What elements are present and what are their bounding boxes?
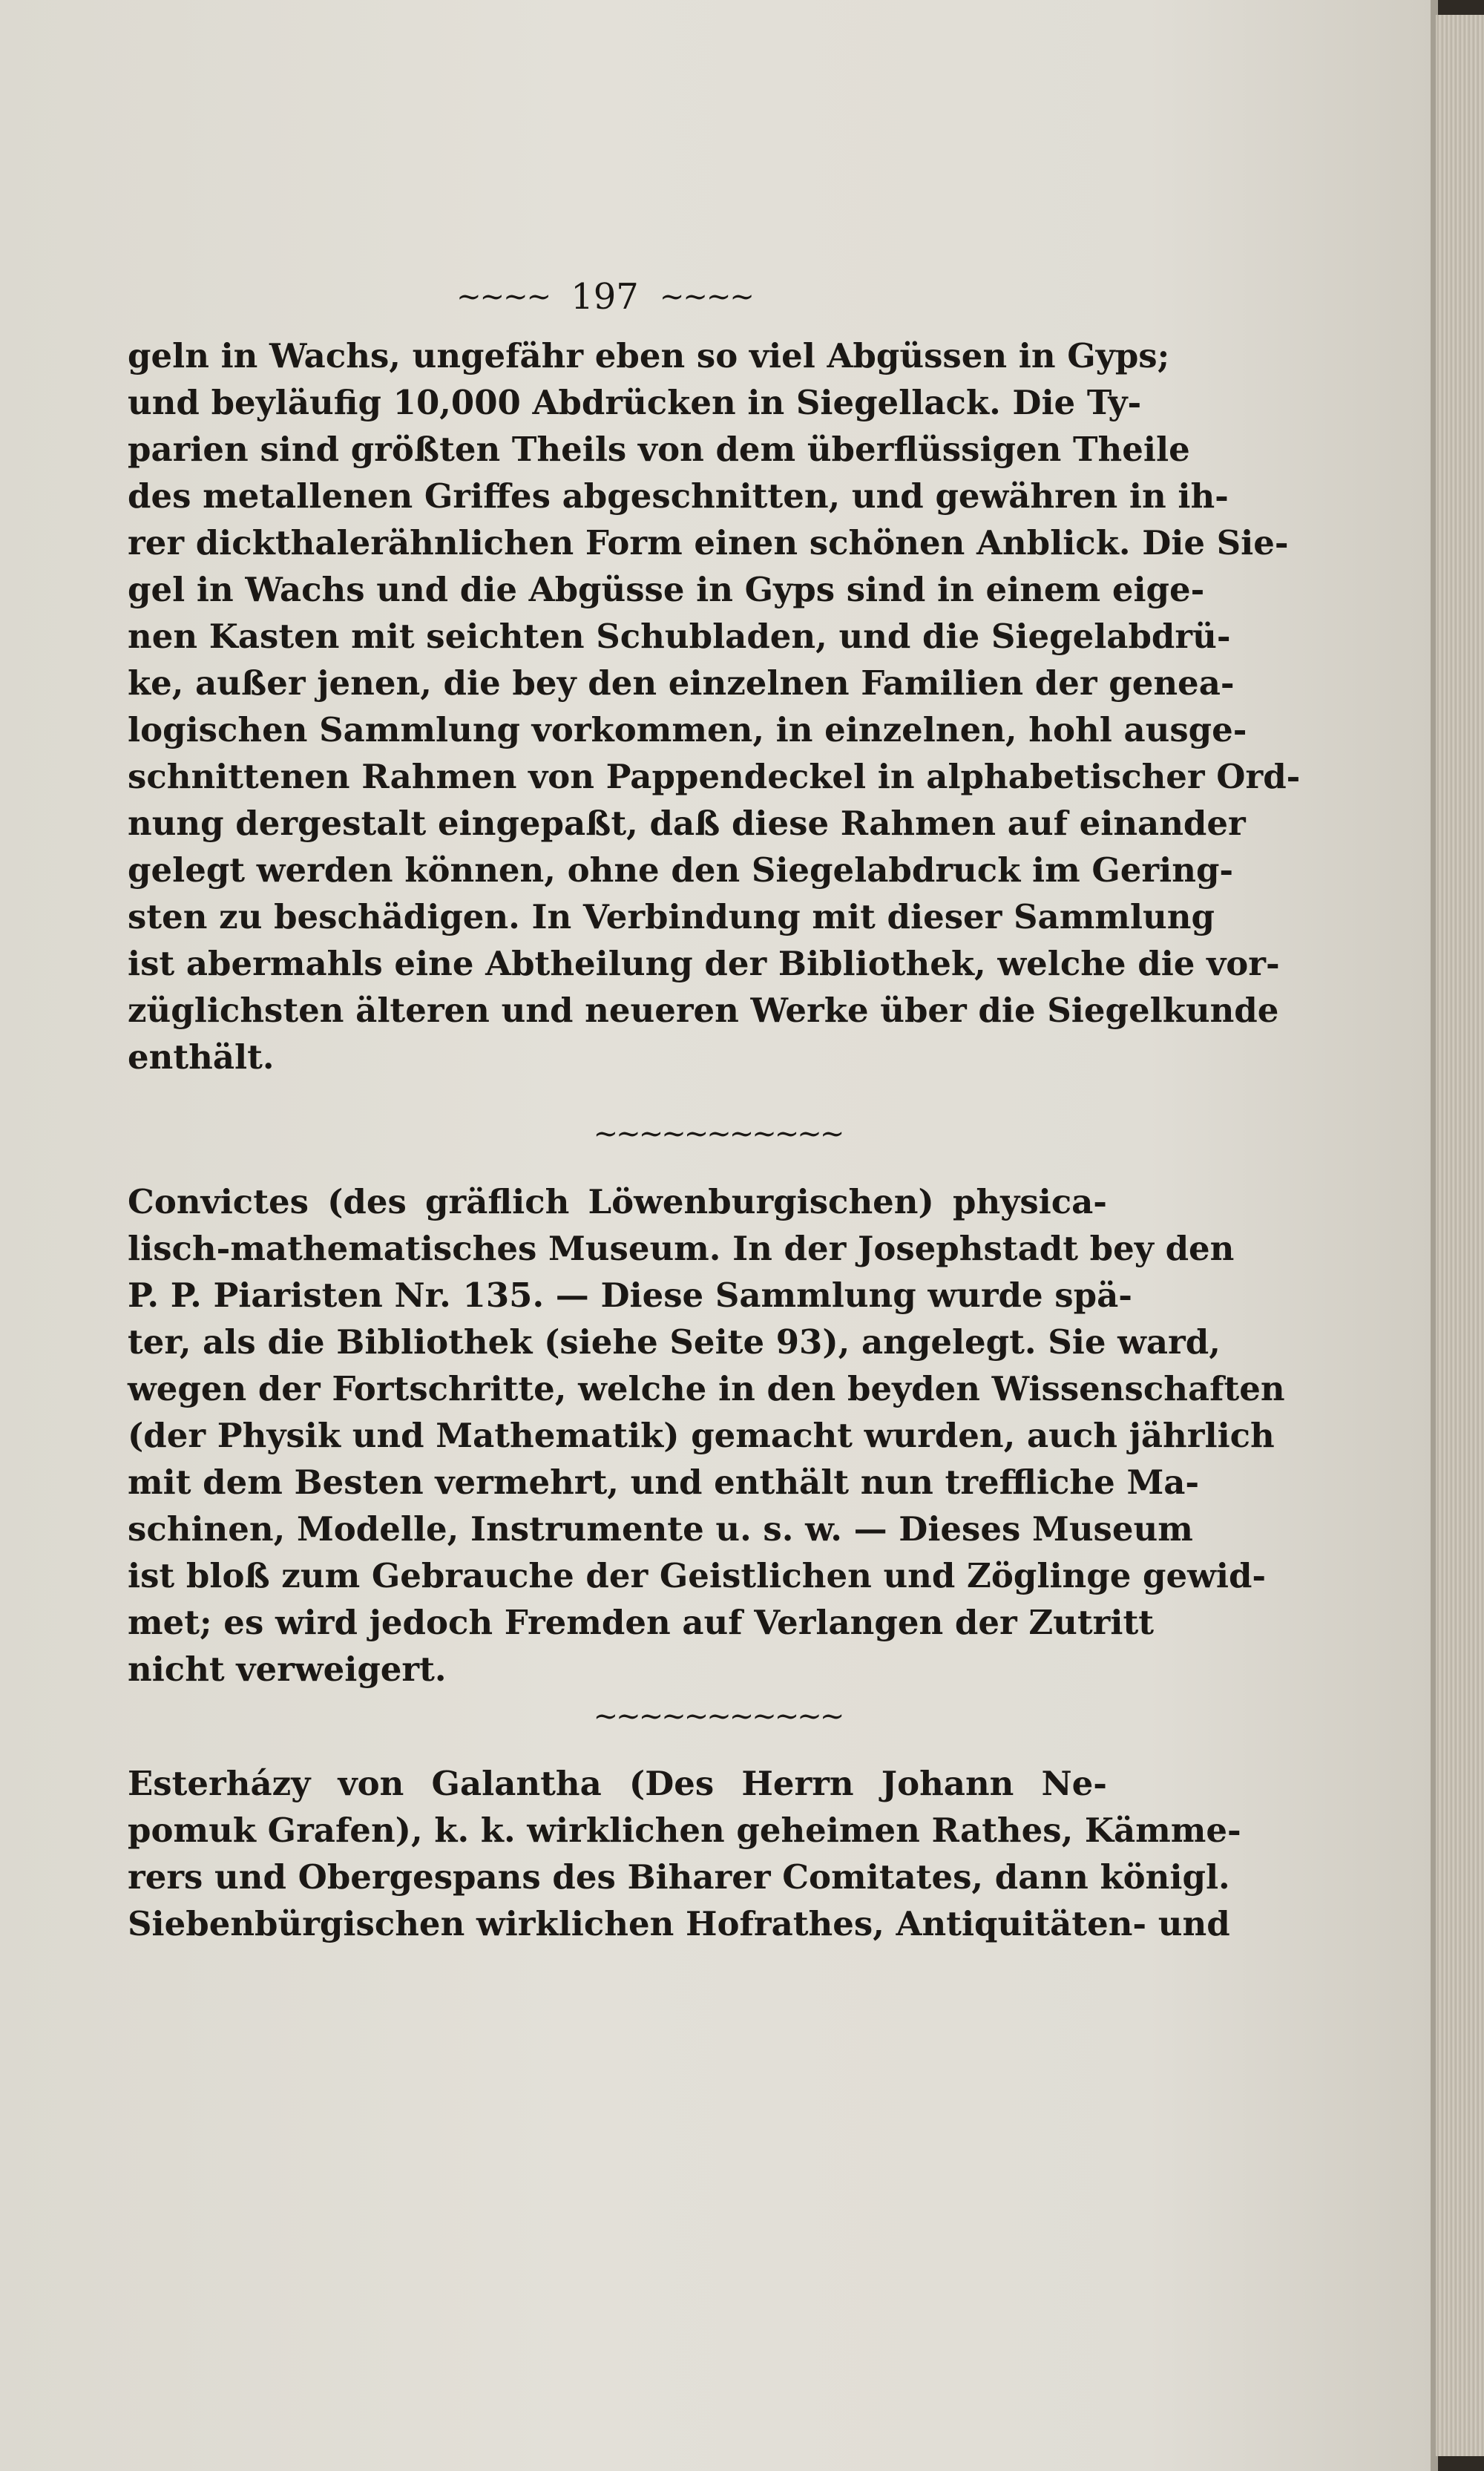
- text-line: mit dem Besten vermehrt, und enthält nun treffliche Ma-: [128, 1463, 1200, 1502]
- text-line: Siebenbürgischen wirklichen Hofrathes, Antiquitäten- und: [128, 1904, 1230, 1943]
- text-line: parien sind größten Theils von dem überflüssigen Theile: [128, 430, 1190, 469]
- text-line: P. P. Piaristen Nr. 135. — Diese Sammlung wurde spä-: [128, 1276, 1132, 1315]
- paragraph-siegel-collection: [128, 332, 1301, 1080]
- text-line: rers und Obergespans des Biharer Comitates, dann königl.: [128, 1857, 1230, 1897]
- text-line: gelegt werden können, ohne den Siegelabdruck im Gering-: [128, 850, 1234, 890]
- text-line: Convictes (des gräflich Löwenburgischen) physica-: [128, 1182, 1107, 1221]
- page-header: [445, 275, 764, 319]
- header-ornament-right: ~~~~: [659, 280, 753, 314]
- text-line: ke, außer jenen, die bey den einzelnen Familien der genea-: [128, 663, 1235, 703]
- text-line: schnittenen Rahmen von Pappendeckel in alphabetischer Ord-: [128, 757, 1301, 796]
- text-line: schinen, Modelle, Instrumente u. s. w. — Dieses Museum: [128, 1509, 1193, 1549]
- text-line: nung dergestalt eingepaßt, daß diese Rahmen auf einander: [128, 804, 1246, 843]
- text-line: ter, als die Bibliothek (siehe Seite 93), angelegt. Sie ward,: [128, 1322, 1221, 1362]
- text-line: enthält.: [128, 1037, 275, 1077]
- text-line: sten zu beschädigen. In Verbindung mit dieser Sammlung: [128, 897, 1215, 936]
- paragraph-convictes-museum: [128, 1178, 1285, 1693]
- page-number: 197: [571, 276, 639, 318]
- text-line: gel in Wachs und die Abgüsse in Gyps sind in einem eige-: [128, 570, 1205, 609]
- text-line: ist bloß zum Gebrauche der Geistlichen und Zöglinge gewid-: [128, 1556, 1267, 1595]
- page-stack-edge: [1436, 15, 1484, 2456]
- text-line: nicht verweigert.: [128, 1650, 447, 1689]
- text-line: Esterházy von Galantha (Des Herrn Johann Ne-: [128, 1764, 1107, 1803]
- text-line: rer dickthalerähnlichen Form einen schönen Anblick. Die Sie-: [128, 523, 1289, 562]
- text-line: züglichsten älteren und neueren Werke über die Siegelkunde: [128, 991, 1279, 1030]
- paragraph-esterhazy: [128, 1760, 1241, 1947]
- text-line: logischen Sammlung vorkommen, in einzelnen, hohl ausge-: [128, 710, 1247, 749]
- text-line: (der Physik und Mathematik) gemacht wurden, auch jährlich: [128, 1416, 1275, 1455]
- text-line: des metallenen Griffes abgeschnitten, und gewähren in ih-: [128, 476, 1229, 516]
- text-line: nen Kasten mit seichten Schubladen, und die Siegelabdrü-: [128, 617, 1231, 656]
- section-separator: ~~~~~~~~~~~: [593, 1117, 843, 1151]
- text-line: und beyläufig 10,000 Abdrücken in Siegellack. Die Ty-: [128, 383, 1142, 422]
- text-line: geln in Wachs, ungefähr eben so viel Abgüssen in Gyps;: [128, 336, 1170, 375]
- text-line: ist abermahls eine Abtheilung der Bibliothek, welche die vor-: [128, 944, 1280, 983]
- section-separator: ~~~~~~~~~~~: [593, 1699, 843, 1733]
- text-line: wegen der Fortschritte, welche in den beyden Wissenschaften: [128, 1369, 1285, 1408]
- header-ornament-left: ~~~~: [456, 280, 551, 314]
- text-line: pomuk Grafen), k. k. wirklichen geheimen Rathes, Kämme-: [128, 1811, 1241, 1850]
- text-line: met; es wird jedoch Fremden auf Verlangen der Zutritt: [128, 1603, 1155, 1642]
- text-line: lisch-mathematisches Museum. In der Josephstadt bey den: [128, 1229, 1235, 1268]
